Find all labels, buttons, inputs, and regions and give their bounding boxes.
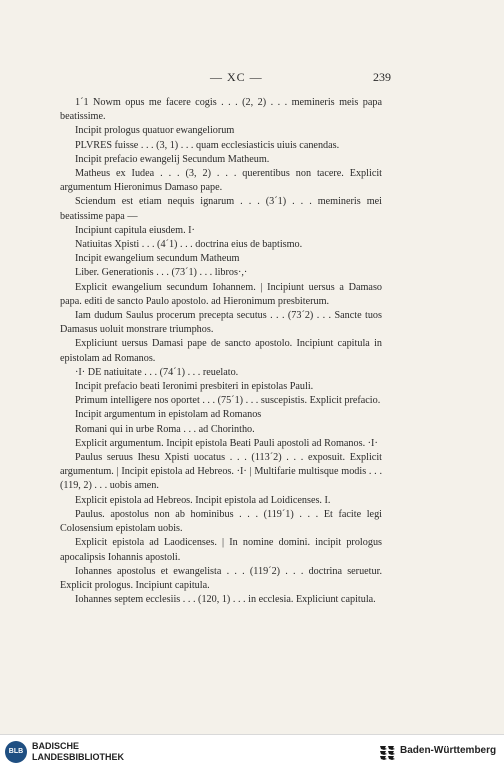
paragraph: PLVRES fuisse . . . (3, 1) . . . quam ecclesiasticis uiuis canendas. [75,139,340,151]
paragraph: Expliciunt uersus Damasi pape de sancto apostolo. Incipiunt capitula in epistolam ad Romanos. [60,338,382,364]
paragraph: Paulus. apostolus non ab hominibus . . . (119´1) . . . Et facite legi Colosensium epistolam uobis. [60,508,382,535]
paragraph: Incipit prefacio beati Ieronimi presbiteri in epistolas Pauli. [75,381,314,393]
paragraph: 1´1 Nowm opus me facere cogis . . . (2, 2) . . . memineris meis papa beatissime. [60,97,382,123]
library-name-line2: LANDESBIBLIOTHEK [32,752,124,762]
paragraph: ·I· DE natiuitate . . . (74´1) . . . reuelato. [75,366,239,378]
page-header [60,70,391,86]
baden-wuerttemberg-lions-icon[interactable] [378,743,396,761]
blb-logo-icon[interactable]: BLB [5,741,27,763]
library-name-line1: BADISCHE [32,741,80,751]
paragraph: Iohannes septem ecclesiis . . . (120, 1) . . . in ecclesia. Expliciunt capitula. [75,594,376,606]
page-body [60,96,382,607]
paragraph: Paulus seruus Ihesu Xpisti uocatus . . . (113´2) . . . exposuit. Explicit argumentum. | Incipit epistola ad Hebreos. ·I· | Multifarie multisque modis . . . (119, 2) . . . uobis amen. [60,452,382,492]
paragraph: Primum intelligere nos oportet . . . (75´1) . . . suscepistis. Explicit prefacio. [75,395,381,407]
paragraph: Explicit epistola ad Hebreos. Incipit epistola ad Loidicenses. I. [75,494,331,506]
paragraph: Romani qui in urbe Roma . . . ad Chorintho. [75,423,255,435]
paragraph: Incipit ewangelium secundum Matheum [75,253,240,265]
paragraph: Incipit argumentum in epistolam ad Romanos [75,409,262,421]
paragraph: Liber. Generationis . . . (73´1) . . . libros·,· [75,267,248,279]
paragraph: Matheus ex Iudea . . . (3, 2) . . . querentibus non tacere. Explicit argumentum Hieronimus Damaso pape. [60,168,382,194]
section-marker: — XC — [210,70,263,84]
paragraph: Incipit prefacio ewangelij Secundum Matheum. [75,153,270,165]
paragraph: Natiuitas Xpisti . . . (4´1) . . . doctrina eius de baptismo. [75,239,303,251]
paragraph: Explicit argumentum. Incipit epistola Beati Pauli apostoli ad Romanos. ·I· [75,437,378,449]
paragraph: Explicit ewangelium secundum Iohannem. | Incipiunt uersus a Damaso papa. editi de sancto Paulo apostolo. ad Hieronimum presbiterum. [60,281,382,307]
viewer-footer [0,734,504,769]
paragraph: Incipiunt capitula eiusdem. I· [75,224,195,236]
library-name[interactable] [32,741,124,763]
state-name[interactable]: Baden-Württemberg [400,745,497,756]
page-number: 239 [373,70,391,84]
paragraph: Sciendum est etiam nequis ignarum . . . (3´1) . . . memineris mei beatissime papa — [60,196,382,222]
paragraph: Incipit prologus quatuor ewangeliorum [75,125,235,137]
paragraph: Iam dudum Saulus procerum precepta secutus . . . (73´2) . . . Sancte tuos Damasus uoluit monstrare triumphos. [60,310,382,336]
paragraph: Iohannes apostolus et ewangelista . . . (119´2) . . . doctrina seruetur. Explicit prologus. Incipiunt capitula. [60,565,382,591]
paragraph: Explicit epistola ad Laodicenses. | In nomine domini. incipit prologus apocalipsis Iohannis apostoli. [60,537,382,563]
